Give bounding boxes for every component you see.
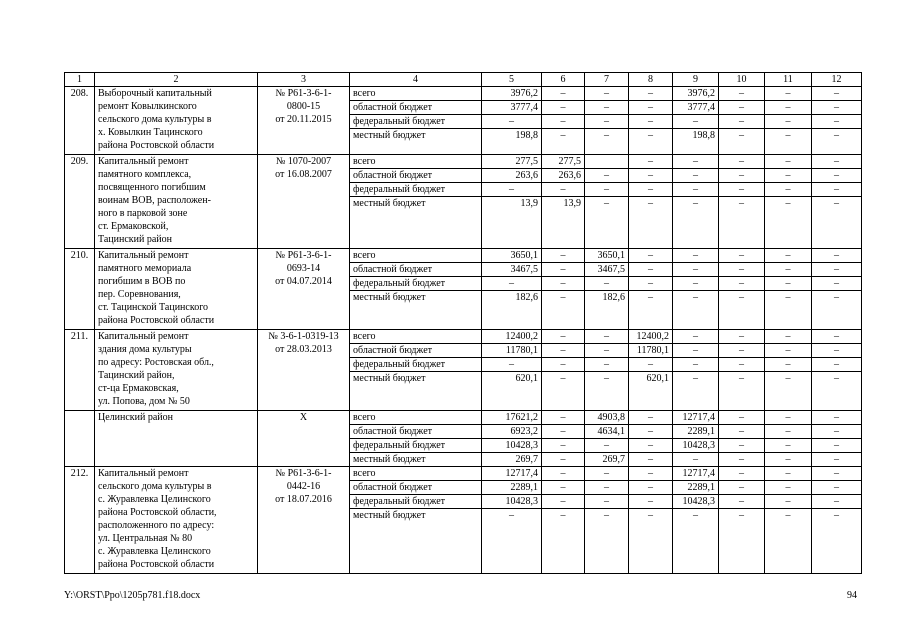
amount-cell: – [542, 129, 585, 155]
col-header: 7 [585, 73, 629, 87]
amount-cell: – [812, 249, 862, 263]
amount-cell: – [673, 344, 719, 358]
amount-cell: 263,6 [482, 169, 542, 183]
amount-cell: – [719, 439, 765, 453]
amount-cell: – [812, 169, 862, 183]
amount-cell: – [629, 249, 673, 263]
amount-cell: – [542, 411, 585, 425]
amount-cell: – [719, 495, 765, 509]
amount-cell: – [812, 291, 862, 330]
amount-cell: – [719, 291, 765, 330]
col-header: 1 [65, 73, 95, 87]
amount-cell: 12717,4 [482, 467, 542, 481]
amount-cell: 198,8 [482, 129, 542, 155]
amount-cell: – [765, 169, 812, 183]
amount-cell: – [719, 330, 765, 344]
amount-cell: – [585, 101, 629, 115]
amount-cell: – [719, 481, 765, 495]
amount-cell: – [812, 101, 862, 115]
funding-source: областной бюджет [350, 101, 482, 115]
amount-cell: – [482, 183, 542, 197]
amount-cell: – [629, 129, 673, 155]
amount-cell: – [482, 277, 542, 291]
document-reference: Х [258, 411, 350, 467]
amount-cell: – [585, 169, 629, 183]
amount-cell: 10428,3 [482, 439, 542, 453]
amount-cell: 6923,2 [482, 425, 542, 439]
amount-cell: – [585, 115, 629, 129]
amount-cell: – [542, 87, 585, 101]
amount-cell: – [585, 344, 629, 358]
column-number-row [65, 73, 862, 87]
table-row [65, 467, 862, 481]
amount-cell: 3650,1 [482, 249, 542, 263]
funding-source: всего [350, 155, 482, 169]
document-reference: № Р61-3-6-1- 0800-15 от 20.11.2015 [258, 87, 350, 155]
page-number: 94 [847, 590, 857, 601]
amount-cell: – [812, 372, 862, 411]
amount-cell: 198,8 [673, 129, 719, 155]
amount-cell: – [812, 509, 862, 574]
amount-cell: – [629, 291, 673, 330]
amount-cell: 269,7 [585, 453, 629, 467]
amount-cell: – [719, 425, 765, 439]
amount-cell: – [585, 183, 629, 197]
budget-table [64, 72, 862, 574]
amount-cell: – [765, 249, 812, 263]
amount-cell: 12717,4 [673, 411, 719, 425]
amount-cell: – [482, 358, 542, 372]
amount-cell: – [719, 344, 765, 358]
amount-cell: – [629, 467, 673, 481]
amount-cell: 3650,1 [585, 249, 629, 263]
funding-source: федеральный бюджет [350, 183, 482, 197]
amount-cell: – [719, 277, 765, 291]
amount-cell: – [585, 330, 629, 344]
amount-cell: – [719, 155, 765, 169]
amount-cell: – [629, 481, 673, 495]
amount-cell: – [765, 439, 812, 453]
amount-cell: 263,6 [542, 169, 585, 183]
amount-cell: – [812, 277, 862, 291]
amount-cell: – [673, 115, 719, 129]
amount-cell: 12717,4 [673, 467, 719, 481]
amount-cell: – [542, 115, 585, 129]
amount-cell: 269,7 [482, 453, 542, 467]
funding-source: областной бюджет [350, 425, 482, 439]
amount-cell: 11780,1 [629, 344, 673, 358]
amount-cell: – [765, 115, 812, 129]
object-name: Капитальный ремонт памятного комплекса, посвященного погибшим воинам ВОВ, расположен- ного в парковой зоне ст. Ермаковской, Тацинский район [95, 155, 258, 249]
amount-cell: – [812, 330, 862, 344]
document-reference: № Р61-3-6-1- 0442-16 от 18.07.2016 [258, 467, 350, 574]
amount-cell: – [673, 249, 719, 263]
item-number: 211. [65, 330, 95, 411]
file-path: Y:\ORST\Ppo\1205p781.f18.docx [64, 590, 201, 601]
amount-cell: – [719, 467, 765, 481]
amount-cell: 182,6 [482, 291, 542, 330]
table-row [65, 155, 862, 169]
col-header: 4 [350, 73, 482, 87]
amount-cell: – [542, 183, 585, 197]
amount-cell: – [765, 277, 812, 291]
amount-cell: – [482, 509, 542, 574]
amount-cell: – [629, 453, 673, 467]
amount-cell: – [719, 169, 765, 183]
col-header: 2 [95, 73, 258, 87]
document-reference: № 1070-2007 от 16.08.2007 [258, 155, 350, 249]
object-name: Капитальный ремонт сельского дома культуры в с. Журавлевка Целинского района Ростовской области, расположенного по адресу: ул. Центральная № 80 с. Журавлевка Целинского района Ростовской области [95, 467, 258, 574]
funding-source: всего [350, 467, 482, 481]
amount-cell: – [812, 467, 862, 481]
amount-cell: – [542, 509, 585, 574]
amount-cell: – [719, 197, 765, 249]
amount-cell: 17621,2 [482, 411, 542, 425]
amount-cell: – [719, 115, 765, 129]
funding-source: местный бюджет [350, 372, 482, 411]
amount-cell: – [542, 263, 585, 277]
amount-cell: – [673, 330, 719, 344]
amount-cell: – [542, 425, 585, 439]
amount-cell: – [812, 129, 862, 155]
amount-cell: – [673, 291, 719, 330]
amount-cell: – [585, 467, 629, 481]
document-reference: № Р61-3-6-1- 0693-14 от 04.07.2014 [258, 249, 350, 330]
amount-cell: – [719, 372, 765, 411]
document-reference: № 3-6-1-0319-13 от 28.03.2013 [258, 330, 350, 411]
amount-cell: – [719, 358, 765, 372]
amount-cell: – [812, 155, 862, 169]
amount-cell: – [765, 509, 812, 574]
amount-cell: – [542, 495, 585, 509]
amount-cell: – [673, 155, 719, 169]
amount-cell: – [765, 481, 812, 495]
amount-cell: – [719, 411, 765, 425]
amount-cell: – [673, 197, 719, 249]
amount-cell: 10428,3 [673, 439, 719, 453]
amount-cell: – [629, 495, 673, 509]
amount-cell [585, 155, 629, 169]
table-row [65, 249, 862, 263]
funding-source: местный бюджет [350, 129, 482, 155]
amount-cell: – [542, 344, 585, 358]
amount-cell: – [629, 183, 673, 197]
amount-cell: – [629, 87, 673, 101]
funding-source: всего [350, 87, 482, 101]
amount-cell: 3467,5 [482, 263, 542, 277]
funding-source: местный бюджет [350, 509, 482, 574]
amount-cell: – [765, 358, 812, 372]
funding-source: областной бюджет [350, 263, 482, 277]
amount-cell: – [585, 358, 629, 372]
funding-source: всего [350, 249, 482, 263]
amount-cell: 3976,2 [482, 87, 542, 101]
amount-cell: 12400,2 [629, 330, 673, 344]
amount-cell: – [673, 509, 719, 574]
amount-cell: – [765, 495, 812, 509]
amount-cell: 2289,1 [673, 425, 719, 439]
amount-cell: – [765, 183, 812, 197]
amount-cell: – [585, 481, 629, 495]
col-header: 5 [482, 73, 542, 87]
amount-cell: 3976,2 [673, 87, 719, 101]
funding-source: местный бюджет [350, 291, 482, 330]
object-name: Капитальный ремонт памятного мемориала погибшим в ВОВ по пер. Соревнования, ст. Тацинской Тацинского района Ростовской области [95, 249, 258, 330]
amount-cell: – [542, 481, 585, 495]
amount-cell: – [673, 183, 719, 197]
amount-cell: – [765, 344, 812, 358]
amount-cell: – [542, 372, 585, 411]
amount-cell: – [812, 263, 862, 277]
amount-cell: – [812, 495, 862, 509]
funding-source: областной бюджет [350, 169, 482, 183]
amount-cell: – [765, 101, 812, 115]
amount-cell: – [812, 481, 862, 495]
amount-cell: – [673, 277, 719, 291]
amount-cell: – [812, 439, 862, 453]
amount-cell: 3777,4 [482, 101, 542, 115]
amount-cell: – [765, 291, 812, 330]
table-row [65, 87, 862, 101]
amount-cell: – [542, 453, 585, 467]
item-number: 209. [65, 155, 95, 249]
amount-cell: – [585, 197, 629, 249]
amount-cell: – [673, 372, 719, 411]
amount-cell: 13,9 [542, 197, 585, 249]
amount-cell: – [585, 439, 629, 453]
amount-cell: – [629, 411, 673, 425]
amount-cell: – [812, 115, 862, 129]
amount-cell: 10428,3 [673, 495, 719, 509]
amount-cell: – [673, 169, 719, 183]
amount-cell: – [542, 101, 585, 115]
col-header: 10 [719, 73, 765, 87]
col-header: 12 [812, 73, 862, 87]
amount-cell: – [812, 197, 862, 249]
amount-cell: – [542, 439, 585, 453]
table-row [65, 411, 862, 425]
col-header: 3 [258, 73, 350, 87]
item-number [65, 411, 95, 467]
funding-source: местный бюджет [350, 453, 482, 467]
amount-cell: – [482, 115, 542, 129]
amount-cell: – [585, 509, 629, 574]
amount-cell: – [812, 183, 862, 197]
amount-cell: – [585, 372, 629, 411]
amount-cell: – [629, 263, 673, 277]
amount-cell: – [673, 453, 719, 467]
amount-cell: – [765, 467, 812, 481]
amount-cell: – [542, 467, 585, 481]
item-number: 212. [65, 467, 95, 574]
amount-cell: – [719, 129, 765, 155]
amount-cell: – [812, 453, 862, 467]
amount-cell: – [765, 129, 812, 155]
item-number: 210. [65, 249, 95, 330]
amount-cell: 277,5 [482, 155, 542, 169]
amount-cell: – [812, 425, 862, 439]
amount-cell: – [765, 425, 812, 439]
amount-cell: – [812, 358, 862, 372]
amount-cell: – [719, 249, 765, 263]
amount-cell: – [719, 101, 765, 115]
amount-cell: 12400,2 [482, 330, 542, 344]
funding-source: всего [350, 330, 482, 344]
table-row [65, 330, 862, 344]
amount-cell: 277,5 [542, 155, 585, 169]
object-name: Выборочный капитальный ремонт Ковылкинского сельского дома культуры в х. Ковылкин Тацинского района Ростовской области [95, 87, 258, 155]
amount-cell: 620,1 [629, 372, 673, 411]
amount-cell: – [673, 263, 719, 277]
amount-cell: – [812, 87, 862, 101]
amount-cell: – [719, 87, 765, 101]
amount-cell: – [719, 183, 765, 197]
amount-cell: – [585, 129, 629, 155]
amount-cell: – [765, 197, 812, 249]
amount-cell: 2289,1 [482, 481, 542, 495]
amount-cell: – [542, 291, 585, 330]
object-name: Капитальный ремонт здания дома культуры по адресу: Ростовская обл., Тацинский район, ст-ца Ермаковская, ул. Попова, дом № 50 [95, 330, 258, 411]
amount-cell: – [542, 330, 585, 344]
amount-cell: – [585, 87, 629, 101]
amount-cell: – [629, 101, 673, 115]
amount-cell: – [765, 411, 812, 425]
funding-source: федеральный бюджет [350, 495, 482, 509]
amount-cell: 11780,1 [482, 344, 542, 358]
amount-cell: – [765, 453, 812, 467]
col-header: 6 [542, 73, 585, 87]
amount-cell: – [629, 439, 673, 453]
amount-cell: – [765, 87, 812, 101]
col-header: 11 [765, 73, 812, 87]
object-name: Целинский район [95, 411, 258, 467]
amount-cell: – [629, 197, 673, 249]
funding-source: областной бюджет [350, 344, 482, 358]
amount-cell: – [765, 155, 812, 169]
amount-cell: – [629, 425, 673, 439]
item-number: 208. [65, 87, 95, 155]
amount-cell: – [585, 495, 629, 509]
amount-cell: 3777,4 [673, 101, 719, 115]
funding-source: федеральный бюджет [350, 115, 482, 129]
funding-source: местный бюджет [350, 197, 482, 249]
amount-cell: – [765, 330, 812, 344]
col-header: 8 [629, 73, 673, 87]
amount-cell: – [719, 453, 765, 467]
amount-cell: – [542, 277, 585, 291]
amount-cell: – [719, 509, 765, 574]
amount-cell: 182,6 [585, 291, 629, 330]
amount-cell: 13,9 [482, 197, 542, 249]
amount-cell: 620,1 [482, 372, 542, 411]
amount-cell: – [542, 358, 585, 372]
amount-cell: 4903,8 [585, 411, 629, 425]
amount-cell: 4634,1 [585, 425, 629, 439]
amount-cell: – [629, 358, 673, 372]
amount-cell: 2289,1 [673, 481, 719, 495]
amount-cell: 3467,5 [585, 263, 629, 277]
col-header: 9 [673, 73, 719, 87]
amount-cell: – [629, 169, 673, 183]
amount-cell: – [765, 263, 812, 277]
amount-cell: – [629, 509, 673, 574]
amount-cell: – [629, 277, 673, 291]
amount-cell: – [629, 115, 673, 129]
amount-cell: – [585, 277, 629, 291]
amount-cell: – [542, 249, 585, 263]
funding-source: федеральный бюджет [350, 277, 482, 291]
funding-source: областной бюджет [350, 481, 482, 495]
funding-source: федеральный бюджет [350, 358, 482, 372]
amount-cell: – [765, 372, 812, 411]
funding-source: всего [350, 411, 482, 425]
amount-cell: – [812, 344, 862, 358]
funding-source: федеральный бюджет [350, 439, 482, 453]
amount-cell: – [719, 263, 765, 277]
amount-cell: – [673, 358, 719, 372]
amount-cell: – [812, 411, 862, 425]
amount-cell: – [629, 155, 673, 169]
amount-cell: 10428,3 [482, 495, 542, 509]
